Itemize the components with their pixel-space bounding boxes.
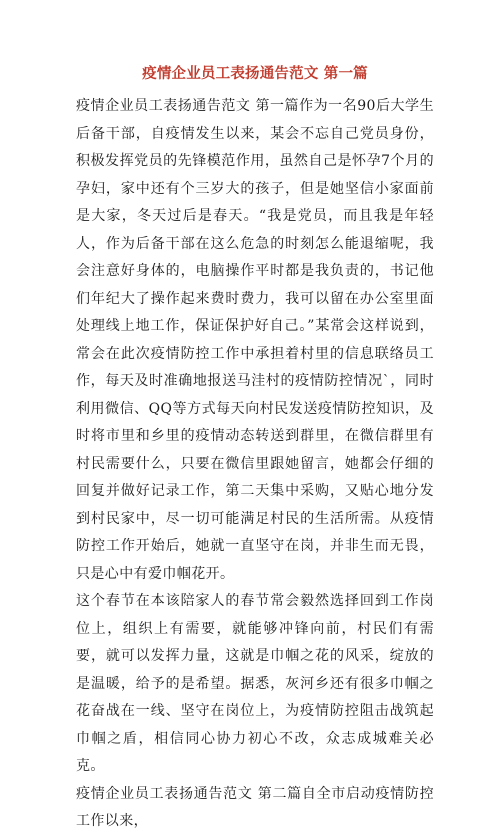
paragraph-first-article: 疫情企业员工表扬通告范文 第一篇作为一名90后大学生后备干部，自疫情发生以来，某会不忘自己党员身份，积极发挥党员的先锋模范作用，虽然自己是怀孕7个月的孕妇，家中还有个三岁大的孩子，但是她坚信小家面前是大家，冬天过后是春天。“我是党员，而且我是年轻人，作为后备干部在这么危急的时刻怎么能退缩呢，我会注意好身体的，电脑操作平时都是我负责的，书记他们年纪大了操作起来费时费力，我可以留在办公室里面处理线上地工作，保证保护好自己。”某常会这样说到，常会在此次疫情防控工作中承担着村里的信息联络员工作，每天及时准确地报送马洼村的疫情防控情况`，同时利用微信、QQ等方式每天向村民发送疫情防控知识，及时将市里和乡里的疫情动态转送到群里，在微信群里有村民需要什么，只要在微信里跟她留言，她都会仔细的回复并做好记录工作，第二天集中采购，又贴心地分发到村民家中，尽一切可能满足村民的生活所需。从疫情防控工作开始后，她就一直坚守在岗，并非生而无畏，只是心中有爱巾帼花开。 — [76, 98, 434, 582]
document-title: 疫情企业员工表扬通告范文 第一篇 — [142, 65, 368, 82]
paragraph-second-article: 疫情企业员工表扬通告范文 第二篇自全市启动疫情防控工作以来， — [76, 785, 434, 829]
paragraph-spring-festival: 这个春节在本该陪家人的春节常会毅然选择回到工作岗位上，组织上有需要，就能够冲锋向前，村民们有需要，就可以发挥力量，这就是巾帼之花的风采，绽放的是温暖，给予的是希望。据悉，灰河乡还有很多巾帼之花奋战在一线、坚守在岗位上，为疫情防控阻击战筑起巾帼之盾，相信同心协力初心不改，众志成城难关必克。 — [76, 593, 434, 774]
